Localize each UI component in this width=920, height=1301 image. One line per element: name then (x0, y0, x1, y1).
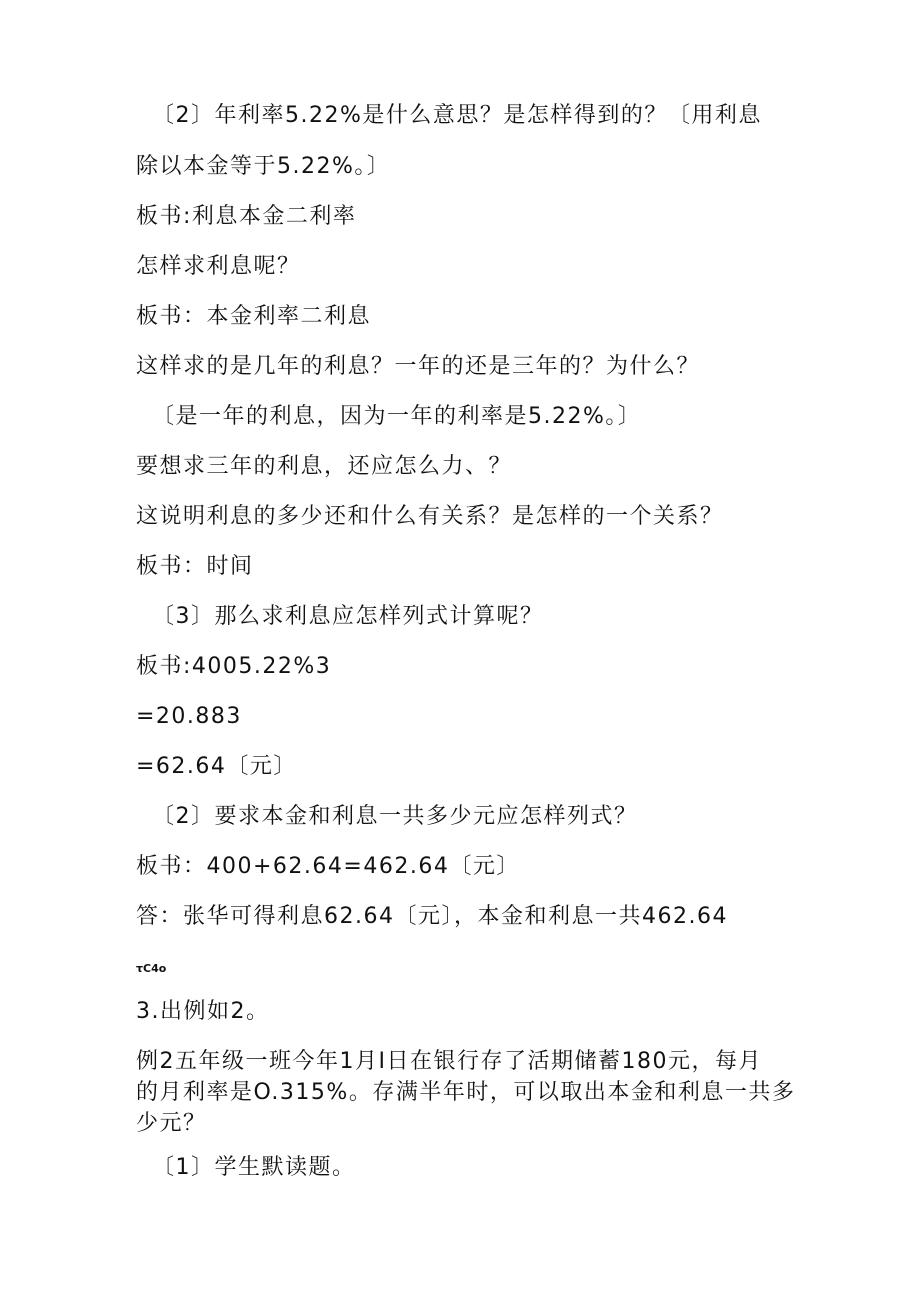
text-line-10: 板书：时间 (136, 554, 254, 579)
text-line-5: 板书：本金利率二利息 (136, 304, 372, 329)
text-line-6: 这样求的是几年的利息？一年的还是三年的？为什么？ (136, 354, 701, 379)
text-line-12: 板书:4005.22%3 (136, 654, 332, 679)
text-line-1: 〔2〕年利率5.22%是什么意思？是怎样得到的？〔用利息 (152, 103, 762, 128)
text-line-23: 〔1〕学生默读题。 (152, 1155, 356, 1180)
text-line-19: 3.出例如2。 (136, 999, 270, 1024)
text-line-11: 〔3〕那么求利息应怎样列式计算呢？ (152, 604, 544, 629)
text-line-16: 板书：400+62.64=462.64〔元〕 (136, 854, 520, 879)
text-line-7: 〔是一年的利息，因为一年的利率是5.22%。〕 (152, 404, 642, 429)
text-line-20: 例2五年级一班今年1月I日在银行存了活期储蓄180元，每月 (136, 1049, 762, 1074)
text-line-18: τC4o (136, 962, 167, 975)
text-line-15: 〔2〕要求本金和利息一共多少元应怎样列式？ (152, 804, 638, 829)
text-line-21: 的月利率是O.315%。存满半年时，可以取出本金和利息一共多 (136, 1080, 796, 1105)
text-line-3: 板书:利息本金二利率 (136, 204, 357, 229)
text-line-4: 怎样求利息呢？ (136, 254, 301, 279)
text-line-14: =62.64〔元〕 (136, 754, 297, 779)
text-line-17: 答：张华可得利息62.64〔元〕，本金和利息一共462.64 (136, 904, 728, 929)
text-line-13: =20.883 (136, 704, 242, 729)
text-line-8: 要想求三年的利息，还应怎么力、？ (136, 454, 513, 479)
text-line-22: 少元？ (136, 1111, 207, 1136)
text-line-9: 这说明利息的多少还和什么有关系？是怎样的一个关系？ (136, 504, 724, 529)
text-line-2: 除以本金等于5.22%。〕 (136, 154, 391, 179)
